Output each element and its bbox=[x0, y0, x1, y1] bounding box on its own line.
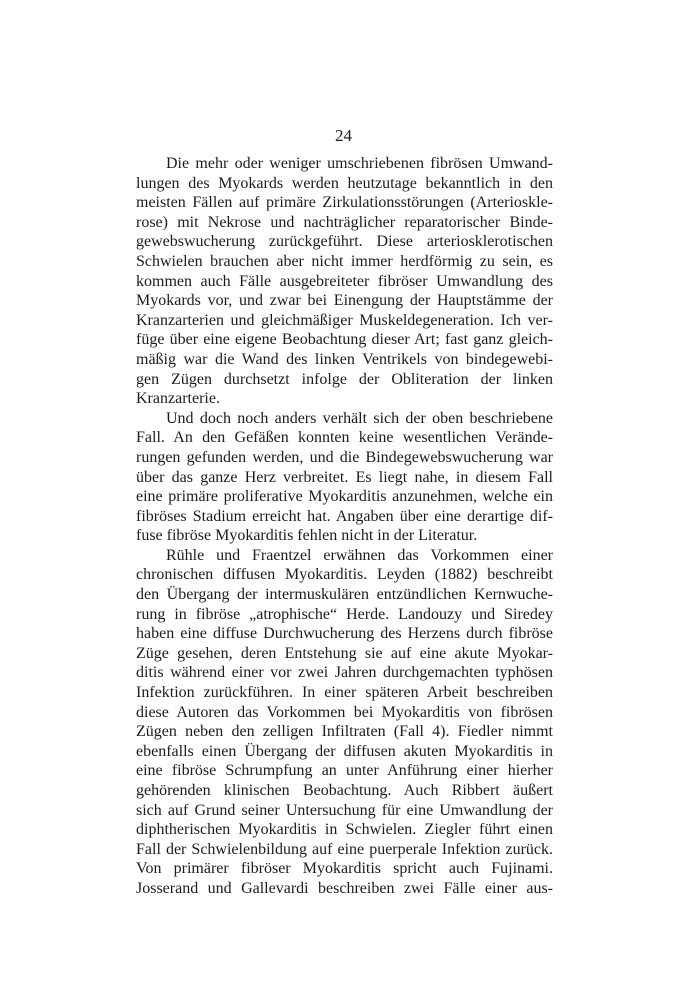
text-line: kommen auch Fälle ausgebreiteter fibröser Umwandlung des bbox=[136, 272, 553, 290]
text-line: Züge gesehen, deren Entstehung sie auf eine akute Myokar- bbox=[136, 644, 553, 662]
text-line: füge über eine eigene Beobachtung dieser Art; fast ganz gleich- bbox=[136, 331, 553, 349]
page-number: 24 bbox=[335, 126, 352, 145]
text-line: Kranzarterien und gleichmäßiger Muskeldegeneration. Ich ver- bbox=[136, 311, 553, 329]
text-line: Von primärer fibröser Myokarditis spricht auch Fujinami. bbox=[136, 860, 553, 878]
text-line: über das ganze Herz verbreitet. Es liegt nahe, in diesem Fall bbox=[136, 468, 553, 486]
text-line: eine primäre proliferative Myokarditis anzunehmen, welche ein bbox=[136, 488, 553, 506]
text-line: rungen gefunden werden, und die Bindegewebswucherung war bbox=[136, 448, 553, 466]
text-line: Und doch noch anders verhält sich der oben beschriebene bbox=[166, 409, 553, 427]
text-line: fibröses Stadium erreicht hat. Angaben über eine derartige dif- bbox=[136, 507, 553, 525]
text-line: Myokards vor, und zwar bei Einengung der Hauptstämme der bbox=[136, 292, 553, 310]
text-line: lungen des Myokards werden heutzutage bekanntlich in den bbox=[136, 174, 553, 192]
text-line: Fall. An den Gefäßen konnten keine wesentlichen Verände- bbox=[136, 429, 553, 447]
text-line: Die mehr oder weniger umschriebenen fibrösen Umwand- bbox=[166, 155, 553, 172]
text-line: Infektion zurückführen. In einer späteren Arbeit beschreiben bbox=[136, 684, 553, 702]
text-line: eine fibröse Schrumpfung an unter Anführung einer hierher bbox=[136, 762, 553, 780]
text-line: fuse fibröse Myokarditis fehlen nicht in der Literatur. bbox=[136, 527, 478, 545]
text-line: Fall der Schwielenbildung auf eine puerperale Infektion zurück. bbox=[136, 840, 553, 858]
text-line: diphtherischen Myokarditis in Schwielen. Ziegler führt einen bbox=[136, 821, 553, 839]
text-line: rung in fibröse „atrophische“ Herde. Landouzy und Siredey bbox=[136, 605, 553, 623]
text-line: gen Zügen durchsetzt infolge der Obliteration der linken bbox=[136, 370, 553, 388]
body-text bbox=[136, 154, 553, 899]
text-line: gehörenden klinischen Beobachtung. Auch Ribbert äußert bbox=[136, 782, 553, 799]
text-line: mäßig war die Wand des linken Ventrikels von bindegewebi- bbox=[136, 350, 553, 368]
text-line: Zügen neben den zelligen Infiltraten (Fall 4). Fiedler nimmt bbox=[136, 723, 553, 741]
text-line: Kranzarterie. bbox=[136, 390, 220, 408]
text-line: meisten Fällen auf primäre Zirkulationsstörungen (Arterioskle- bbox=[136, 194, 553, 212]
text-line: rose) mit Nekrose und nachträglicher reparatorischer Binde- bbox=[136, 213, 553, 231]
text-line: Rühle und Fraentzel erwähnen das Vorkommen einer bbox=[166, 546, 553, 564]
text-line: gewebswucherung zurückgeführt. Diese arteriosklerotischen bbox=[136, 233, 553, 251]
text-line: ebenfalls einen Übergang der diffusen akuten Myokarditis in bbox=[136, 742, 553, 760]
text-line: haben eine diffuse Durchwucherung des Herzens durch fibröse bbox=[136, 625, 553, 643]
text-line: sich auf Grund seiner Untersuchung für eine Umwandlung der bbox=[136, 801, 553, 819]
text-line: ditis während einer vor zwei Jahren durchgemachten typhösen bbox=[136, 664, 553, 682]
text-line: Josserand und Gallevardi beschreiben zwei Fälle einer aus- bbox=[136, 879, 553, 897]
text-line: diese Autoren das Vorkommen bei Myokarditis von fibrösen bbox=[136, 703, 553, 721]
text-line: den Übergang der intermuskulären entzündlichen Kernwuche- bbox=[136, 586, 553, 604]
text-line: Schwielen brauchen aber nicht immer herdförmig zu sein, es bbox=[136, 252, 553, 270]
text-line: chronischen diffusen Myokarditis. Leyden (1882) beschreibt bbox=[136, 566, 553, 584]
